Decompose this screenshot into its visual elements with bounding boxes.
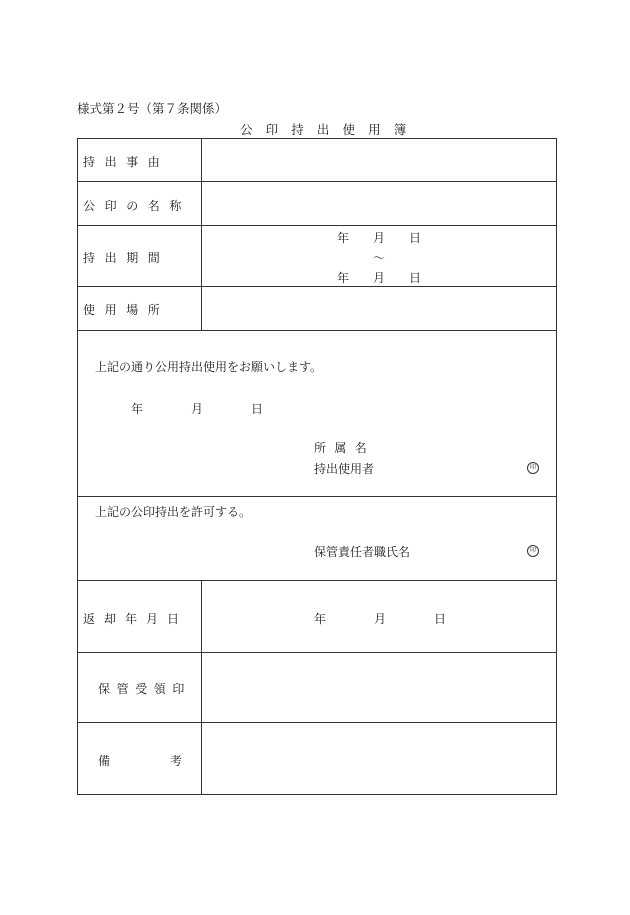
request-date-year: 年 — [131, 402, 144, 416]
user-label: 持出使用者 — [314, 462, 375, 476]
permission-statement: 上記の公印持出を許可する。 — [95, 505, 252, 519]
label-reason: 持出事由 — [83, 155, 170, 169]
affiliation-label: 所属名 — [314, 441, 376, 455]
request-date-day: 日 — [251, 402, 264, 416]
form-number: 様式第２号（第７条関係） — [77, 101, 228, 116]
custodian-seal-mark-icon: 印 — [527, 545, 539, 557]
period-start-date[interactable]: 年 月 日 — [337, 231, 422, 245]
label-place: 使用場所 — [83, 303, 170, 317]
request-statement: 上記の通り公用持出使用をお願いします。 — [95, 360, 323, 374]
remarks-field[interactable] — [210, 752, 550, 768]
custodian-label: 保管責任者職氏名 — [314, 545, 411, 559]
label-period: 持出期間 — [83, 251, 170, 265]
custody-seal-field[interactable] — [210, 680, 550, 696]
reason-field[interactable] — [210, 153, 550, 169]
label-seal-name: 公印の名称 — [83, 199, 192, 213]
seal-name-field[interactable] — [210, 197, 550, 213]
label-return-date: 返却年月日 — [83, 612, 189, 626]
label-custody-seal: 保管受領印 — [98, 682, 192, 696]
seal-mark-icon: 印 — [527, 462, 539, 474]
label-remarks-right: 考 — [170, 754, 183, 768]
return-date-month[interactable]: 月 — [374, 612, 387, 626]
return-date-day[interactable]: 日 — [434, 612, 447, 626]
label-remarks-left: 備 — [98, 754, 111, 768]
return-date-year[interactable]: 年 — [314, 612, 327, 626]
place-field[interactable] — [210, 301, 550, 317]
period-separator: 〜 — [373, 251, 386, 265]
page-title: 公印持出使用簿 — [240, 122, 420, 137]
request-date-month: 月 — [191, 402, 204, 416]
period-end-date[interactable]: 年 月 日 — [337, 271, 422, 285]
